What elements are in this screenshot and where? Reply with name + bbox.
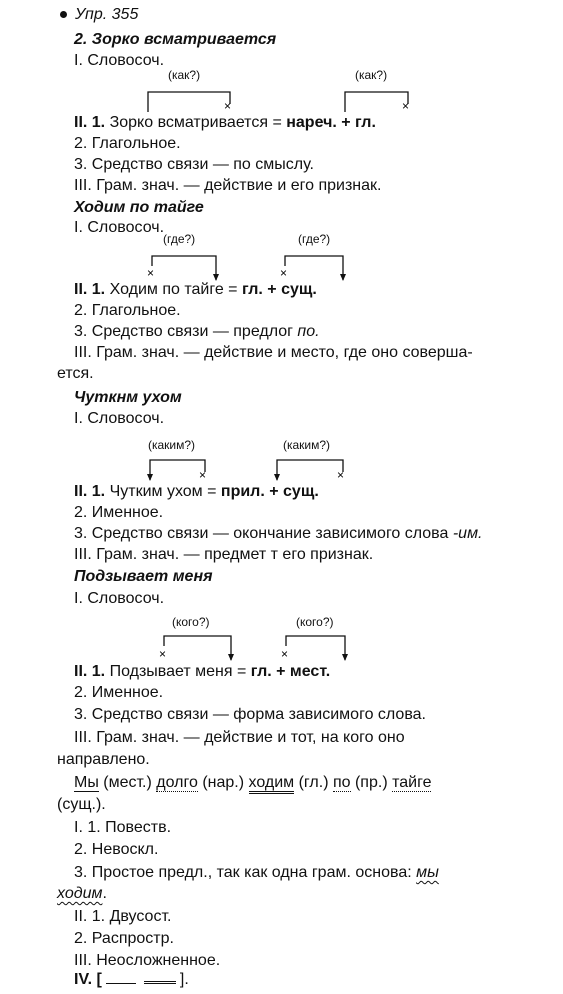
s4-line6: направлено. [57,751,150,768]
s1-title: 2. Зорко всматривается [74,31,277,48]
predicate-word: ходим [249,774,295,794]
subject-blank [106,983,136,984]
s2-line6: ется. [57,365,94,382]
s4-line3: 2. Именное. [74,684,164,701]
s2-title: Ходим по тайге [74,199,204,216]
s1-line3: 2. Глагольное. [74,135,181,152]
svg-text:×: × [337,468,345,482]
s2-line5: III. Грам. знач. — действие и место, где оно соверша- [74,344,473,361]
s5-line9: III. Неосложненное. [74,952,221,969]
s5-line4: 2. Невоскл. [74,841,159,858]
s4-title: Подзывает меня [74,568,213,585]
s3-line2: II. 1. Чутким ухом = прил. + сущ. [74,483,319,500]
s3-title: Чуткнм ухом [74,389,182,406]
s2-question-right: (где?) [298,232,331,246]
s3-line3: 2. Именное. [74,504,164,521]
noun-word: тайге [392,774,432,791]
svg-text:×: × [159,647,167,661]
exercise-header: Упр. 355 [60,5,138,25]
preposition-word: по [332,774,351,791]
svg-text:×: × [199,468,207,482]
s1-line2: II. 1. Зорко всматривается = нареч. + гл. [74,114,376,131]
predicate-blank [144,981,176,984]
s4-line4: 3. Средство связи — форма зависимого слова. [74,706,426,723]
s5-line8: 2. Распростр. [74,930,174,947]
s5-scheme-line: IV. [ ]. [74,971,189,988]
s4-question-right: (кого?) [296,615,334,629]
s2-line3: 2. Глагольное. [74,302,181,319]
s2-line4: 3. Средство связи — предлог по. [74,323,320,340]
s2-question-left: (где?) [163,232,196,246]
s3-question-left: (каким?) [148,438,196,452]
s1-question-left: (как?) [168,68,201,82]
s3-question-right: (каким?) [283,438,331,452]
s1-line5: III. Грам. знач. — действие и его признак. [74,177,382,194]
s1-question-right: (как?) [355,68,388,82]
s5-line3: I. 1. Повеств. [74,819,172,836]
svg-text:×: × [280,266,288,280]
s4-line2: II. 1. Подзывает меня = гл. + мест. [74,663,331,680]
s1-line1: I. Словосоч. [74,52,165,69]
s5-line5: 3. Простое предл., так как одна грам. основа: мы [74,864,439,881]
s2-line2: II. 1. Ходим по тайге = гл. + сущ. [74,281,317,298]
svg-text:×: × [224,99,232,113]
s4-line5: III. Грам. знач. — действие и тот, на кого оно [74,729,405,746]
svg-text:×: × [281,647,289,661]
s5-line2: (сущ.). [57,796,106,813]
subject-word: Мы [74,774,99,791]
s4-line1: I. Словосоч. [74,590,165,607]
svg-text:×: × [402,99,410,113]
s3-line5: III. Грам. знач. — предмет т его признак. [74,546,374,563]
s5-sentence: Мы (мест.) долго (нар.) ходим (гл.) по (пр.) тайге [74,773,431,793]
s5-line6: ходим. [57,885,107,902]
s2-line1: I. Словосоч. [74,219,165,236]
svg-text:×: × [147,266,155,280]
s5-line7: II. 1. Двусост. [74,908,172,925]
adverbial-word: долго [156,774,198,791]
s1-line4: 3. Средство связи — по смыслу. [74,156,314,173]
s3-line4: 3. Средство связи — окончание зависимого слова -им. [74,525,483,542]
s3-line1: I. Словосоч. [74,410,165,427]
s4-question-left: (кого?) [172,615,210,629]
